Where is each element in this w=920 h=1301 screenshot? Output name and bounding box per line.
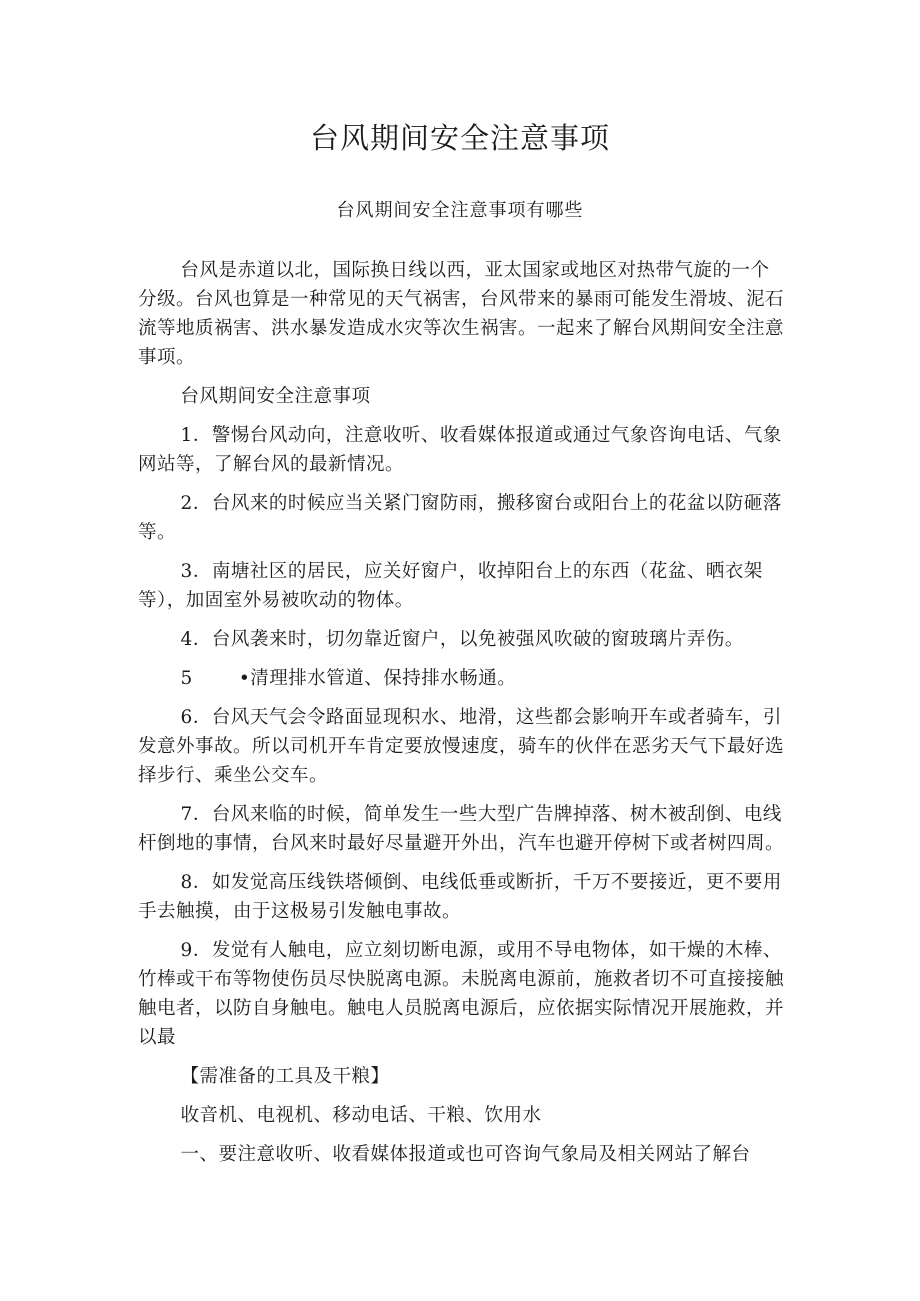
- tools-list: 收音机、电视机、移动电话、干粮、饮用水: [180, 1105, 542, 1126]
- list-item-5-number: 5: [180, 668, 193, 689]
- list-item-1: 1．警惕台风动向，注意收听、收看媒体报道或通过气象咨询电话、气象网站等，了解台风的最新情况。: [138, 425, 782, 475]
- list-item-6: 6．台风天气会令路面显现积水、地滑，这些都会影响开车或者骑车，引发意外事故。所以司机开车肯定要放慢速度，骑车的伙伴在恶劣天气下最好选择步行、乘坐公交车。: [138, 707, 785, 786]
- list-item-3: 3．南塘社区的居民，应关好窗户，收掉阳台上的东西（花盆、晒衣架等），加固室外易被吹动的物体。: [138, 561, 763, 611]
- tools-heading: 【需准备的工具及干粮】: [180, 1066, 390, 1087]
- document-body: [138, 256, 786, 1179]
- advice-paragraph-1: 一、要注意收听、收看媒体报道或也可咨询气象局及相关网站了解台: [180, 1144, 751, 1165]
- list-item-2: 2．台风来的时候应当关紧门窗防雨，搬移窗台或阳台上的花盆以防砸落等。: [138, 493, 782, 543]
- document-title: 台风期间安全注意事项: [309, 121, 610, 155]
- document-subtitle: 台风期间安全注意事项有哪些: [336, 200, 584, 221]
- list-item-4: 4．台风袭来时，切勿靠近窗户，以免被强风吹破的窗玻璃片弄伤。: [180, 629, 744, 650]
- intro-paragraph: 台风是赤道以北，国际换日线以西，亚太国家或地区对热带气旋的一个分级。台风也算是一种常见的天气祸害，台风带来的暴雨可能发生滑坡、泥石流等地质祸害、洪水暴发造成水灾等次生祸害。一起来了解台风期间安全注意事项。: [138, 260, 785, 368]
- list-item-7: 7．台风来临的时候，简单发生一些大型广告牌掉落、树木被刮倒、电线杆倒地的事情，台风来时最好尽量避开外出，汽车也避开停树下或者树四周。: [138, 804, 785, 854]
- list-item-5-text: •清理排水管道、保持排水畅通。: [238, 668, 517, 689]
- list-item-5: [138, 664, 786, 693]
- list-item-8: 8．如发觉高压线铁塔倾倒、电线低垂或断折，千万不要接近，更不要用手去触摸，由于这极易引发触电事故。: [138, 872, 782, 922]
- list-item-9: 9．发觉有人触电，应立刻切断电源，或用不导电物体，如干燥的木棒、竹棒或干布等物使伤员尽快脱离电源。未脱离电源前，施救者切不可直接接触触电者，以防自身触电。触电人员脱离电源后，应依据实际情况开展施救，并以最: [138, 940, 785, 1048]
- section-heading: 台风期间安全注意事项: [180, 386, 371, 407]
